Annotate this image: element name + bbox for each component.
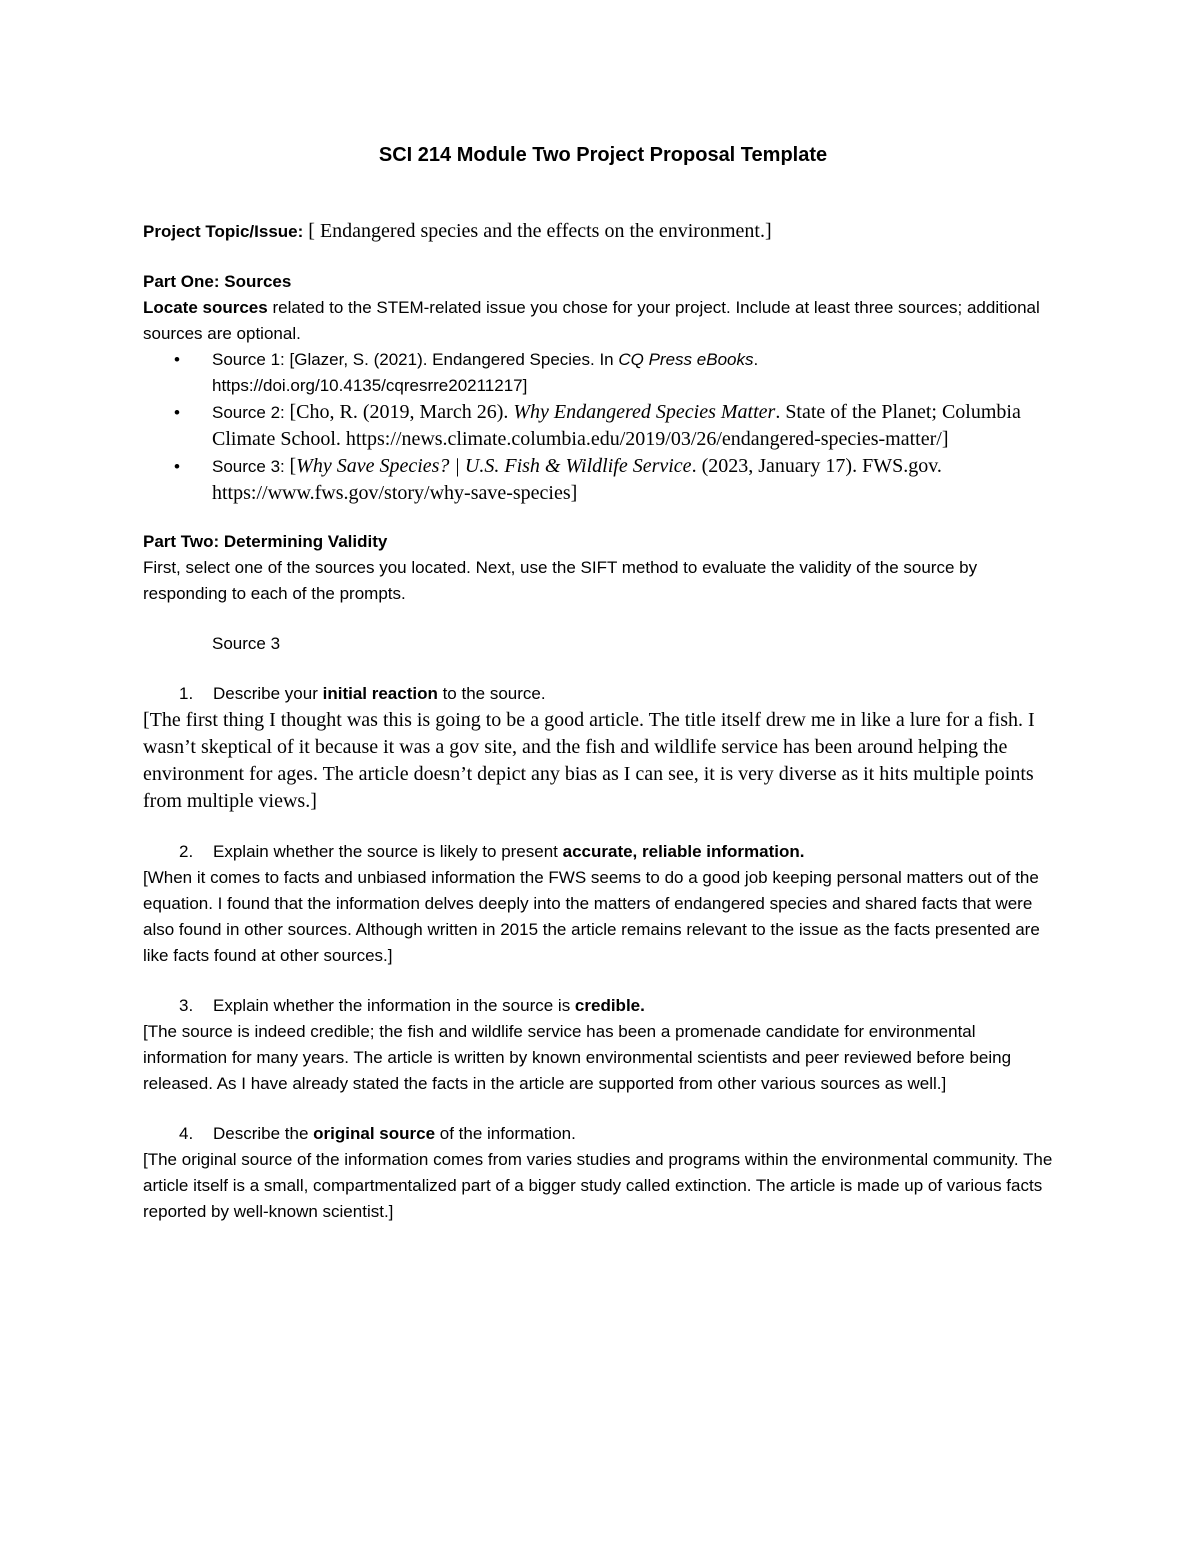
answer-text: [The original source of the information comes from varies studies and programs within the environmental community. The article itself is a small, compartmentalized part of a bigger study called extinction. The article is made up of various facts reported by well-known scientist.] (143, 1150, 1053, 1221)
part-one-intro-bold: Locate sources (143, 298, 268, 317)
prompt-text: Explain whether the information in the source is (213, 996, 575, 1015)
source-text: . (2023, January 17). FWS.gov. https://www.fws.gov/story/why-save-species] (212, 455, 942, 504)
answer-text: [The first thing I thought was this is going to be a good article. The title itself drew me in like a lure for a fish. I wasn’t skeptical of it because it was a gov site, and the fish and wildlife service has been around helping the environment for ages. The article doesn’t depict any bias as I can see, it is very diverse as it hits multiple points from multiple views.] (143, 709, 1035, 812)
question-2 (143, 839, 1063, 969)
topic-label: Project Topic/Issue: (143, 222, 304, 241)
source-italic: CQ Press eBooks (618, 350, 754, 369)
prompt-bold: initial reaction (322, 684, 438, 703)
part-one-heading: Part One: Sources (143, 272, 292, 291)
source-item-1 (174, 347, 1063, 399)
prompt-bold: accurate, reliable information. (562, 842, 805, 861)
question-1 (143, 681, 1063, 815)
question-prompt (143, 839, 1063, 865)
question-prompt (143, 1121, 1063, 1147)
prompt-bold: credible. (574, 996, 645, 1015)
question-number: 1. (179, 684, 194, 703)
selected-source-label: Source 3 (212, 634, 281, 653)
part-one-intro-rest: related to the STEM-related issue you chose for your project. Include at least three sources; additional sources are optional. (143, 298, 1040, 343)
prompt-text: to the source. (437, 684, 546, 703)
source-list (143, 347, 1063, 507)
answer-text: [The source is indeed credible; the fish and wildlife service has been a promenade candidate for environmental information for many years. The article is written by known environmental scientists and peer reviewed before being released. As I have already stated the facts in the article are supported from other various sources as well.] (143, 1022, 1012, 1093)
prompt-bold: original source (313, 1124, 436, 1143)
source-label: Source 1: (212, 350, 290, 369)
question-number: 3. (179, 996, 194, 1015)
question-4 (143, 1121, 1063, 1225)
source-italic: Why Save Species? | U.S. Fish & Wildlife Service (296, 455, 692, 477)
question-prompt (143, 993, 1063, 1019)
document-title: SCI 214 Module Two Project Proposal Template (378, 144, 828, 166)
source-text: [ (289, 455, 297, 477)
question-prompt (143, 681, 1063, 707)
bullet-icon: • (174, 457, 180, 476)
answer-text: [When it comes to facts and unbiased information the FWS seems to do a good job keeping personal matters out of the equation. I found that the information delves deeply into the matters of endangered species and shared facts that were also found in other sources. Although written in 2015 the article remains relevant to the issue as the facts presented are like facts found at other sources.] (143, 868, 1040, 965)
source-italic: Why Endangered Species Matter (513, 401, 776, 423)
prompt-text: of the information. (435, 1124, 576, 1143)
source-label: Source 3: (212, 457, 290, 476)
source-item-2 (174, 399, 1063, 453)
source-text: [Cho, R. (2019, March 26). (289, 401, 514, 423)
question-number: 2. (179, 842, 194, 861)
source-item-3 (174, 453, 1063, 507)
source-label: Source 2: (212, 403, 290, 422)
prompt-text: Describe your (213, 684, 323, 703)
prompt-text: Describe the (213, 1124, 314, 1143)
source-text: . State of the Planet; Columbia Climate School. https://news.climate.columbia.edu/2019/03/26/endangered-species-matter/] (212, 401, 1021, 450)
source-text: [Glazer, S. (2021). Endangered Species. In (289, 350, 619, 369)
part-two-heading: Part Two: Determining Validity (143, 532, 388, 551)
topic-value: [ Endangered species and the effects on the environment.] (303, 220, 772, 242)
question-number: 4. (179, 1124, 194, 1143)
project-topic (143, 218, 1063, 245)
bullet-icon: • (174, 350, 180, 369)
bullet-icon: • (174, 403, 180, 422)
source-text: . https://doi.org/10.4135/cqresrre20211217] (212, 350, 759, 395)
part-two-intro: First, select one of the sources you located. Next, use the SIFT method to evaluate the validity of the source by responding to each of the prompts. (143, 558, 978, 603)
prompt-text: Explain whether the source is likely to present (213, 842, 563, 861)
document-page (143, 140, 1063, 1249)
part-one-intro (143, 295, 1063, 347)
question-3 (143, 993, 1063, 1097)
